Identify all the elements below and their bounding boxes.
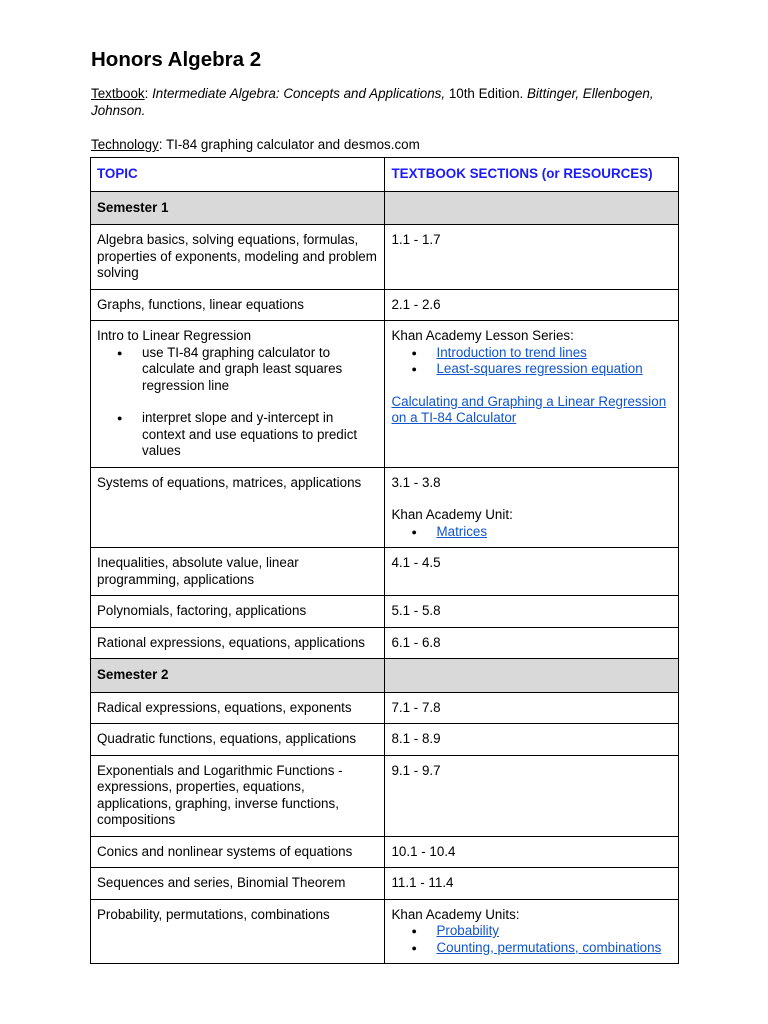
header-sections: TEXTBOOK SECTIONS (or RESOURCES) xyxy=(385,158,679,192)
list-item xyxy=(391,940,672,957)
table-row xyxy=(91,225,679,290)
topic-cell: Inequalities, absolute value, linear programming, applications xyxy=(91,548,385,596)
list-item: ● interpret slope and y-intercept in context and use equations to predict values xyxy=(97,410,378,460)
list-item: ● use TI-84 graphing calculator to calculate and graph least squares regression line xyxy=(97,345,378,395)
sections-cell: 10.1 - 10.4 xyxy=(385,836,679,868)
table-row xyxy=(91,899,679,964)
table-row xyxy=(91,868,679,900)
topic-cell: Graphs, functions, linear equations xyxy=(91,289,385,321)
topic-cell: Systems of equations, matrices, applications xyxy=(91,467,385,548)
textbook-label: Textbook xyxy=(91,86,145,101)
sections-cell: 6.1 - 6.8 xyxy=(385,627,679,659)
textbook-authors: Bittinger, Ellenbogen, Johnson. xyxy=(91,86,654,118)
syllabus-table xyxy=(90,157,679,964)
topic-cell: Polynomials, factoring, applications xyxy=(91,596,385,628)
table-row xyxy=(91,627,679,659)
topic-cell: Algebra basics, solving equations, formulas, properties of exponents, modeling and problem solving xyxy=(91,225,385,290)
page-title: Honors Algebra 2 xyxy=(91,48,262,71)
table-row xyxy=(91,467,679,548)
link-least-squares[interactable]: Least-squares regression equation xyxy=(436,361,643,376)
link-matrices[interactable]: Matrices xyxy=(436,523,488,539)
textbook-edition: 10th Edition. xyxy=(445,86,527,101)
topic-cell: Quadratic functions, equations, applications xyxy=(91,724,385,756)
technology-text: : TI-84 graphing calculator and desmos.com xyxy=(158,137,420,152)
topic-bullets xyxy=(97,345,378,395)
link-trend-lines[interactable]: Introduction to trend lines xyxy=(436,344,587,360)
semester-1-label: Semester 1 xyxy=(91,191,385,225)
course-meta xyxy=(91,86,691,154)
resource-title: Khan Academy Unit: xyxy=(391,507,513,522)
sections-cell: 1.1 - 1.7 xyxy=(385,225,679,290)
technology-label: Technology xyxy=(91,137,159,152)
topic-cell: Radical expressions, equations, exponents xyxy=(91,692,385,724)
resource-title: Khan Academy Units: xyxy=(391,906,520,922)
technology-line xyxy=(91,137,691,154)
table-row xyxy=(91,548,679,596)
sections-cell: 7.1 - 7.8 xyxy=(385,692,679,724)
semester-2-label: Semester 2 xyxy=(91,659,385,693)
resource-links xyxy=(391,345,672,378)
textbook-line: Textbook: Intermediate Algebra: Concepts and Applications, 10th Edition. Bittinger, Ellenbogen, Johnson. xyxy=(91,86,654,118)
sections-cell: 9.1 - 9.7 xyxy=(385,755,679,836)
table-row xyxy=(91,692,679,724)
table-row xyxy=(91,596,679,628)
table-row xyxy=(91,724,679,756)
table-row xyxy=(91,321,679,468)
semester-row xyxy=(91,191,679,225)
table-header-row xyxy=(91,158,679,192)
topic-cell: Conics and nonlinear systems of equations xyxy=(91,836,385,868)
list-item xyxy=(391,361,672,378)
table-row xyxy=(91,836,679,868)
topic-cell: Exponentials and Logarithmic Functions - expressions, properties, equations, applications, graphing, inverse functions, compositions xyxy=(91,755,385,836)
document-page xyxy=(0,0,768,154)
topic-cell xyxy=(91,321,385,468)
table-row xyxy=(91,755,679,836)
list-item xyxy=(391,524,672,541)
list-item xyxy=(391,923,672,940)
link-ti84-regression[interactable]: Calculating and Graphing a Linear Regression on a TI-84 Calculator xyxy=(391,393,667,425)
link-counting[interactable]: Counting, permutations, combinations xyxy=(436,939,662,955)
semester-row xyxy=(91,659,679,693)
table-row xyxy=(91,289,679,321)
resource-title: Khan Academy Lesson Series: xyxy=(391,328,574,343)
topic-cell: Sequences and series, Binomial Theorem xyxy=(91,868,385,900)
sections-cell: 2.1 - 2.6 xyxy=(385,289,679,321)
header-topic: TOPIC xyxy=(91,158,385,192)
link-probability[interactable]: Probability xyxy=(436,923,499,938)
topic-cell: Rational expressions, equations, applications xyxy=(91,627,385,659)
topic-title: Intro to Linear Regression xyxy=(97,328,252,343)
sections-cell: 4.1 - 4.5 xyxy=(385,548,679,596)
sections-cell: 3.1 - 3.8 Khan Academy Unit: ● Matrices xyxy=(385,467,679,548)
sections-cell xyxy=(385,321,679,468)
list-item xyxy=(391,345,672,362)
topic-cell: Probability, permutations, combinations xyxy=(91,899,385,964)
sections-cell xyxy=(385,899,679,964)
sections-cell: 8.1 - 8.9 xyxy=(385,724,679,756)
sections-cell: 5.1 - 5.8 xyxy=(385,596,679,628)
sections-cell: 11.1 - 11.4 xyxy=(385,868,679,900)
textbook-title: Intermediate Algebra: Concepts and Applications, xyxy=(152,86,446,101)
